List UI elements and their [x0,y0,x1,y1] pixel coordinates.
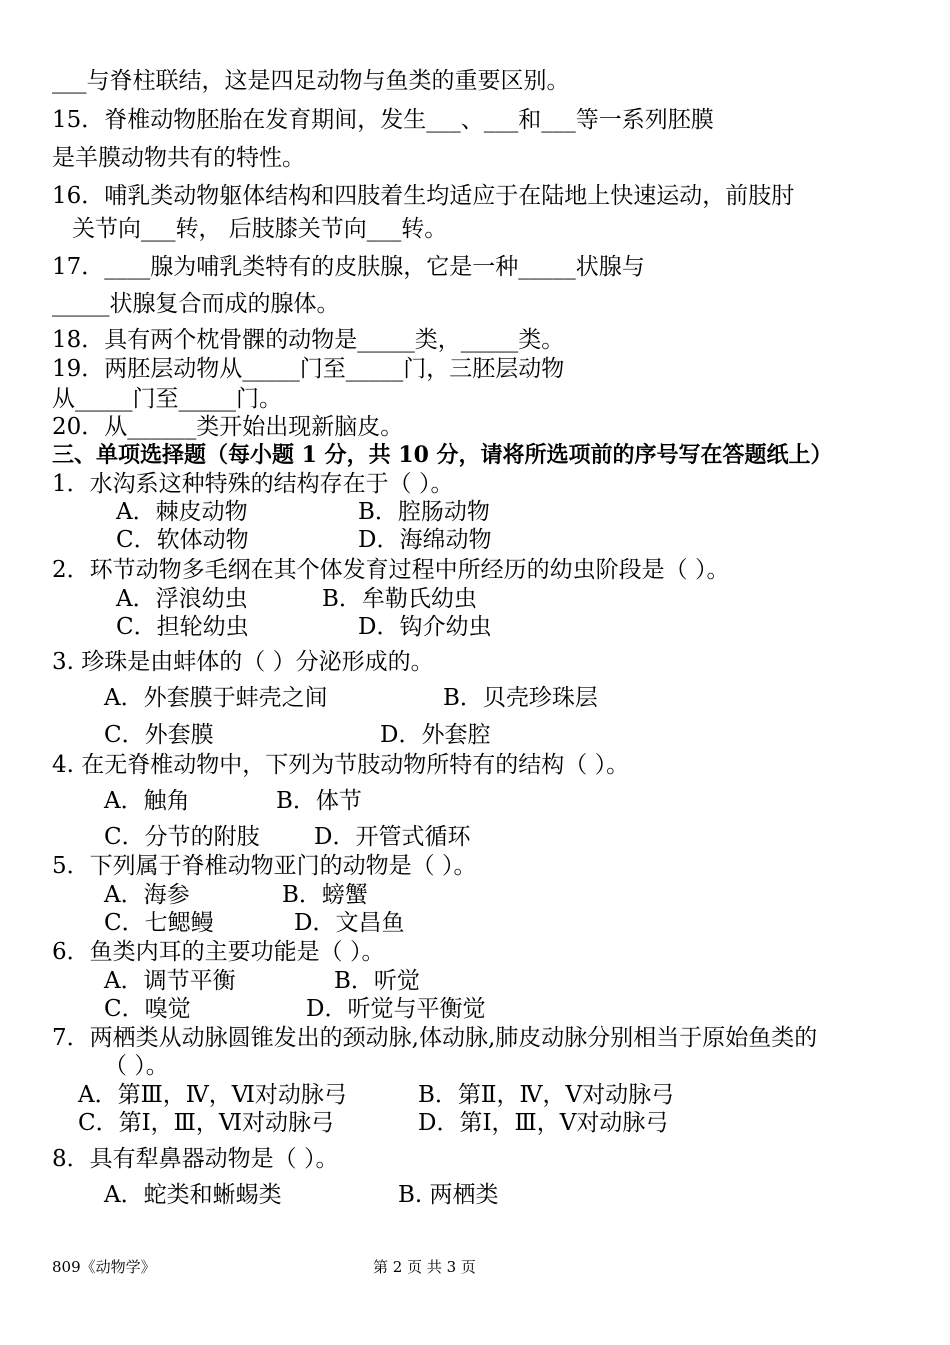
mc2-option-c: C．担轮幼虫 [116,614,249,640]
mc7-option-c: C．第Ⅰ，Ⅲ，Ⅵ对动脉弓 [78,1110,334,1136]
mc-question-6: 6．鱼类内耳的主要功能是（ ）。 [52,939,385,965]
mc8-option-a: A．蛇类和蜥蜴类 [104,1182,282,1208]
q15: 15．脊椎动物胚胎在发育期间，发生___、___和___等一系列胚膜 [52,107,714,133]
mc5-option-b: B．螃蟹 [282,882,368,908]
mc6-option-d: D．听觉与平衡觉 [306,996,486,1022]
mc-question-1: 1．水沟系这种特殊的结构存在于（ ）。 [52,471,454,497]
mc3-option-c: C．外套膜 [104,722,214,748]
mc2-option-a: A．浮浪幼虫 [116,586,248,612]
mc6-option-a: A．调节平衡 [104,968,236,994]
mc5-option-c: C．七鳃鳗 [104,910,214,936]
mc5-option-d: D．文昌鱼 [294,910,405,936]
footer-course-name: 809《动物学》 [52,1258,156,1276]
mc-question-2: 2．环节动物多毛纲在其个体发育过程中所经历的幼虫阶段是（ ）。 [52,557,730,583]
q19-continued: 从_____门至_____门。 [52,386,282,412]
mc4-option-c: C．分节的附肢 [104,824,260,850]
mc6-option-c: C．嗅觉 [104,996,191,1022]
mc1-option-c: C．软体动物 [116,527,249,553]
mc3-option-d: D．外套腔 [380,722,491,748]
mc3-option-b: B．贝壳珍珠层 [443,685,598,711]
mc4-option-a: A．触角 [104,788,190,814]
mc7-option-a: A．第Ⅲ，Ⅳ，Ⅵ对动脉弓 [78,1082,347,1108]
q17: 17．____腺为哺乳类特有的皮肤腺，它是一种_____状腺与 [52,254,645,280]
mc4-option-d: D．开管式循环 [314,824,471,850]
q19: 19．两胚层动物从_____门至_____门，三胚层动物 [52,356,565,382]
mc5-option-a: A．海参 [104,882,190,908]
mc-question-7-continued: （ ）。 [104,1053,169,1079]
footer-page-number: 第 2 页 共 3 页 [373,1258,476,1276]
mc2-option-b: B．牟勒氏幼虫 [322,586,477,612]
mc-question-8: 8．具有犁鼻器动物是（ ）。 [52,1146,339,1172]
q16-continued: 关节向___转， 后肢膝关节向___转。 [72,216,448,242]
q17-continued: _____状腺复合而成的腺体。 [52,291,340,317]
mc1-option-b: B．腔肠动物 [358,499,490,525]
mc7-option-d: D．第Ⅰ，Ⅲ，Ⅴ对动脉弓 [418,1110,669,1136]
q20: 20．从______类开始出现新脑皮。 [52,414,404,440]
mc2-option-d: D．钩介幼虫 [358,614,492,640]
mc1-option-d: D．海绵动物 [358,527,492,553]
q16: 16．哺乳类动物躯体结构和四肢着生均适应于在陆地上快速运动，前肢肘 [52,183,795,209]
mc-question-4: 4. 在无脊椎动物中，下列为节肢动物所特有的结构（ ）。 [52,752,630,778]
mc6-option-b: B．听觉 [334,968,420,994]
section-heading-single-choice: 三、单项选择题（每小题 1 分，共 10 分，请将所选项前的序号写在答题纸上） [52,442,833,468]
mc-question-5: 5．下列属于脊椎动物亚门的动物是（ ）。 [52,853,477,879]
q15-continued: 是羊膜动物共有的特性。 [52,145,305,171]
mc-question-3: 3. 珍珠是由蚌体的（ ）分泌形成的。 [52,649,434,675]
q14-continued: ___与脊柱联结，这是四足动物与鱼类的重要区别。 [52,68,570,94]
mc3-option-a: A．外套膜于蚌壳之间 [104,685,328,711]
mc8-option-b: B. 两栖类 [398,1182,499,1208]
mc7-option-b: B．第Ⅱ，Ⅳ，Ⅴ对动脉弓 [418,1082,675,1108]
mc-question-7: 7．两栖类从动脉圆锥发出的颈动脉,体动脉,肺皮动脉分别相当于原始鱼类的 [52,1025,818,1051]
mc1-option-a: A．棘皮动物 [116,499,248,525]
mc4-option-b: B．体节 [276,788,362,814]
q18: 18．具有两个枕骨髁的动物是_____类，_____类。 [52,327,565,353]
